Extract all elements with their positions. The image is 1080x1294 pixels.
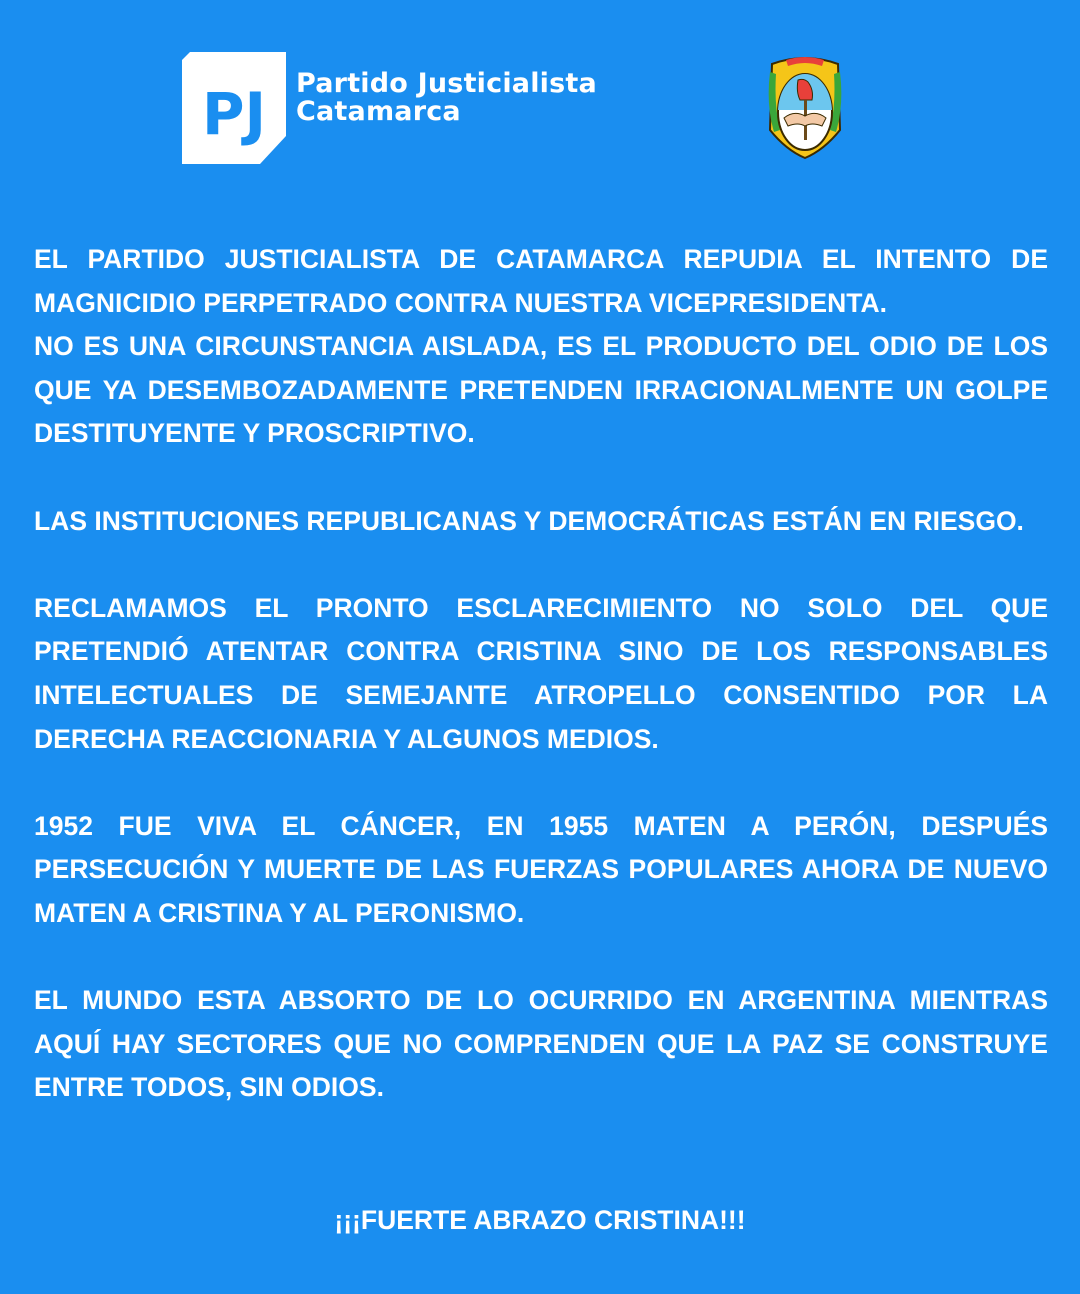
statement-paragraph-3: RECLAMAMOS EL PRONTO ESCLARECIMIENTO NO SOLO DEL QUE PRETENDIÓ ATENTAR CONTRA CRISTINA SINO DE LOS RESPONSABLES INTELECTUALES DE SEMEJANTE ATROPELLO CONSENTIDO POR LA DERECHA REACCIONARIA Y ALGUNOS MEDIOS. [34,592,1048,754]
org-name-line1: Partido Justicialista [296,68,597,99]
pj-logo-text: PJ [201,80,267,148]
org-name [296,70,597,126]
statement-paragraph-2: LAS INSTITUCIONES REPUBLICANAS Y DEMOCRÁTICAS ESTÁN EN RIESGO. [34,505,1024,536]
org-name-line2: Catamarca [296,96,461,127]
peronist-shield-emblem-icon [764,50,846,160]
header [0,0,1080,200]
statement-paragraph-5: EL MUNDO ESTA ABSORTO DE LO OCURRIDO EN ARGENTINA MIENTRAS AQUÍ HAY SECTORES QUE NO COMPRENDEN QUE LA PAZ SE CONSTRUYE ENTRE TODOS, SIN ODIOS. [34,985,1048,1103]
pj-logo-icon [182,52,286,164]
statement-paragraph-4: 1952 FUE VIVA EL CÁNCER, EN 1955 MATEN A PERÓN, DESPUÉS PERSECUCIÓN Y MUERTE DE LAS FUERZAS POPULARES AHORA DE NUEVO MATEN A CRISTINA Y AL PERONISMO. [34,810,1048,928]
statement-paragraph-1a: EL PARTIDO JUSTICIALISTA DE CATAMARCA REPUDIA EL INTENTO DE MAGNICIDIO PERPETRADO CONTRA NUESTRA VICEPRESIDENTA. [34,244,1048,318]
statement-body [34,238,1048,1110]
closing-line: ¡¡¡FUERTE ABRAZO CRISTINA!!! [334,1205,746,1235]
statement-paragraph-1b: NO ES UNA CIRCUNSTANCIA AISLADA, ES EL PRODUCTO DEL ODIO DE LOS QUE YA DESEMBOZADAMENTE PRETENDEN IRRACIONALMENTE UN GOLPE DESTITUYENTE Y PROSCRIPTIVO. [34,331,1048,449]
